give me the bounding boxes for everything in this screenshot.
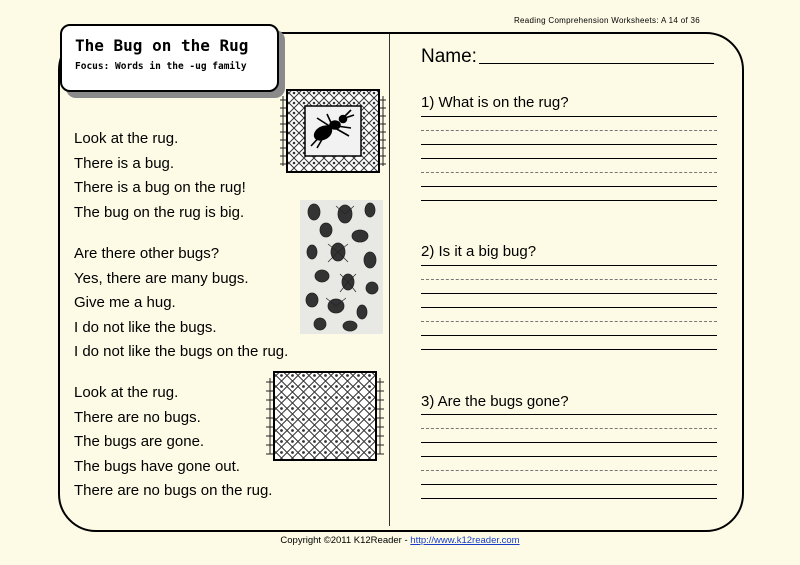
worksheet-header-note: Reading Comprehension Worksheets: A 14 of 36 <box>513 16 700 25</box>
story-stanza-1 <box>74 127 246 225</box>
answer-lines-1[interactable] <box>421 116 717 201</box>
story-line: Are there other bugs? <box>74 245 220 262</box>
rug-icon <box>265 370 385 462</box>
story-line: I do not like the bugs. <box>74 318 217 336</box>
k12reader-link[interactable]: http://www.k12reader.com <box>410 535 520 546</box>
copyright-text: Copyright ©2011 K12Reader - <box>280 535 411 546</box>
name-label: Name: <box>421 46 477 67</box>
story-line: Look at the rug. <box>74 130 179 147</box>
question-3: 3) Are the bugs gone? <box>421 393 569 410</box>
story-line: Give me a hug. <box>74 294 176 311</box>
answer-lines-2[interactable] <box>421 265 717 350</box>
answer-lines-3[interactable] <box>421 414 717 499</box>
worksheet-focus: Focus: Words in the -ug family <box>75 61 247 72</box>
column-divider <box>389 34 390 526</box>
story-line: There are no bugs. <box>74 408 201 426</box>
rug-with-ant-icon <box>279 88 387 174</box>
beetles-photo <box>300 200 383 334</box>
story-line: There is a bug. <box>74 154 175 172</box>
question-1: 1) What is on the rug? <box>421 94 569 111</box>
footer <box>0 535 800 546</box>
name-line[interactable] <box>479 62 714 64</box>
worksheet-title: The Bug on the Rug <box>75 36 249 55</box>
story-line: There are no bugs on the rug. <box>74 482 273 499</box>
name-field[interactable] <box>421 46 714 68</box>
story-stanza-3 <box>74 381 272 504</box>
story-stanza-2 <box>74 242 288 365</box>
story-line: There is a bug on the rug! <box>74 179 246 196</box>
title-box <box>60 24 279 92</box>
story-line: The bug on the rug is big. <box>74 203 245 221</box>
story-line: Yes, there are many bugs. <box>74 269 249 287</box>
question-2: 2) Is it a big bug? <box>421 243 537 260</box>
story-line: I do not like the bugs on the rug. <box>74 343 289 360</box>
story-line: Look at the rug. <box>74 384 179 401</box>
story-line: The bugs are gone. <box>74 433 205 450</box>
story-line: The bugs have gone out. <box>74 457 240 475</box>
